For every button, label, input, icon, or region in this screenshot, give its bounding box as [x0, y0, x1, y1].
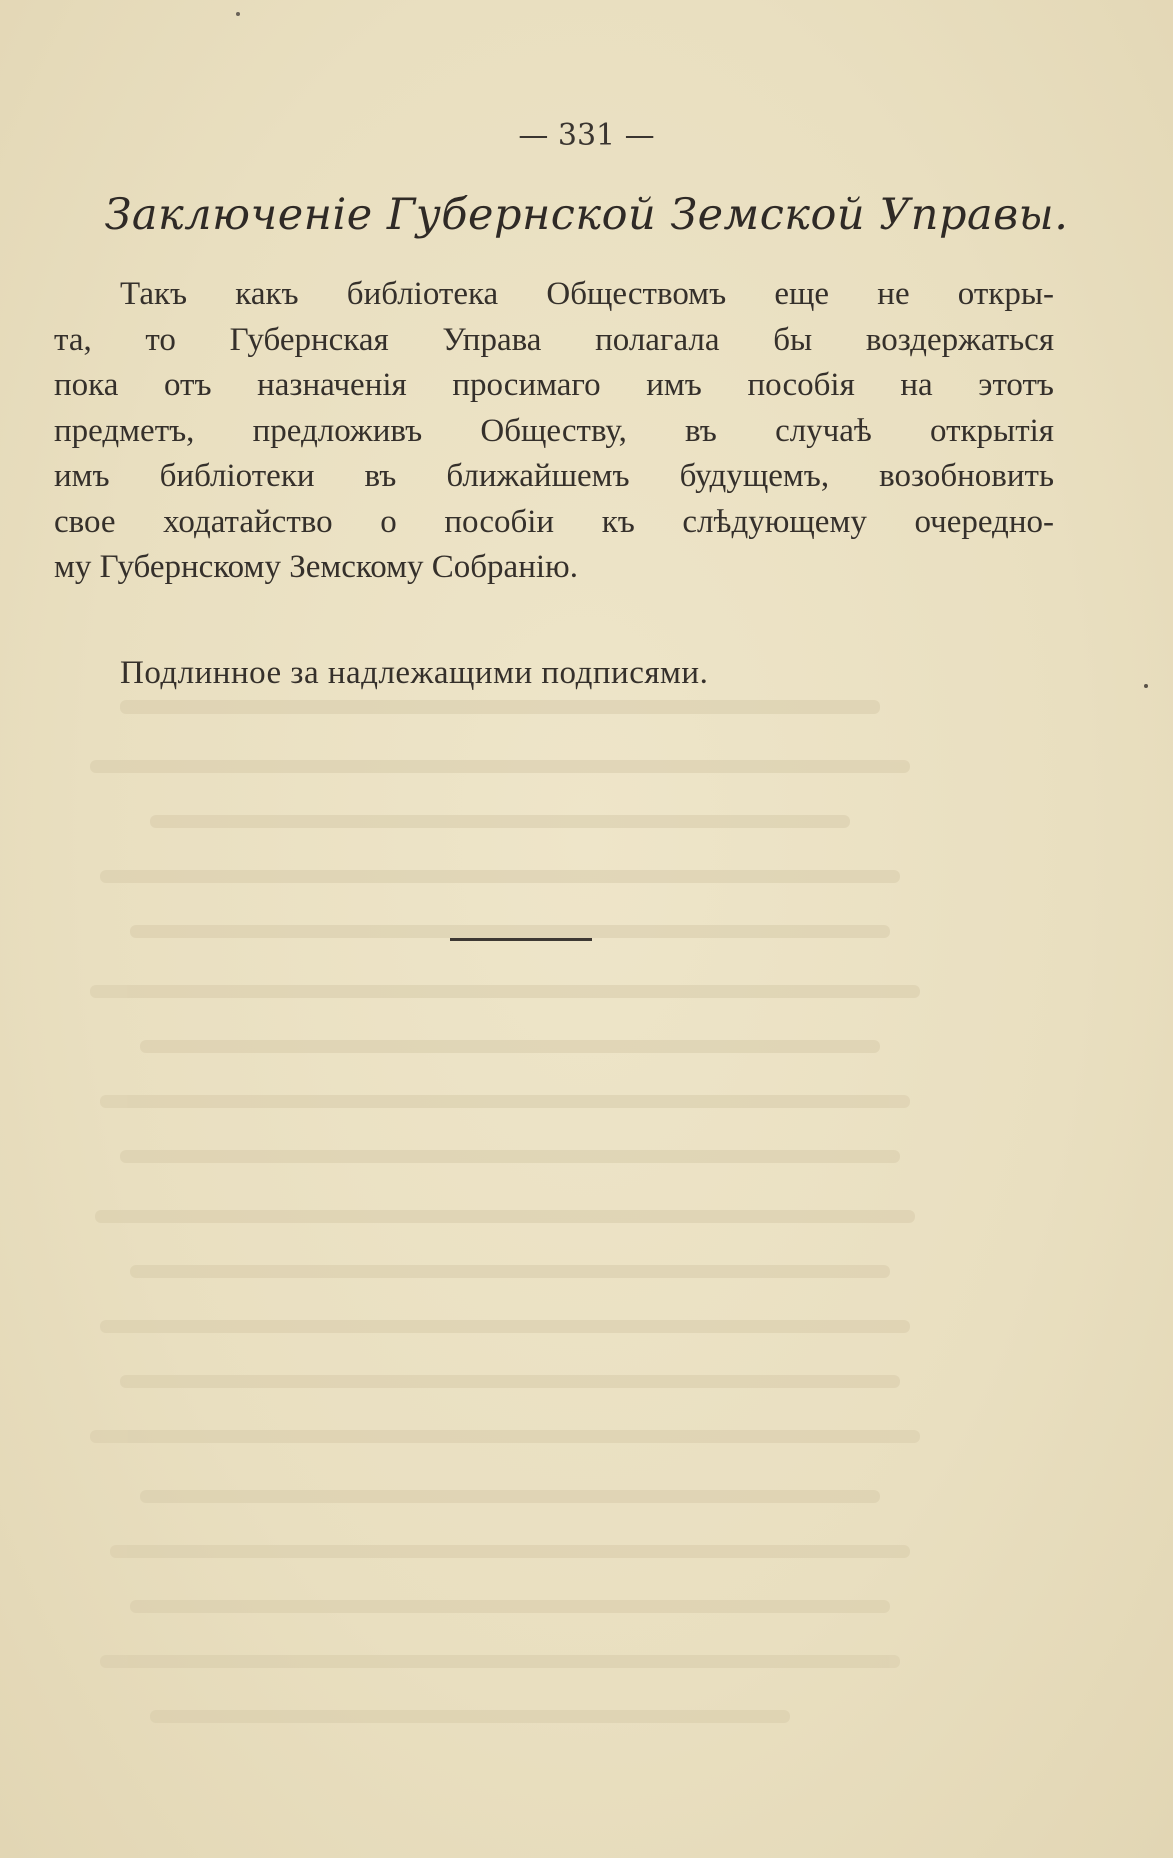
- paragraph-line: му Губернскому Земскому Собранію.: [54, 549, 578, 585]
- paragraph-line: свое ходатайство о пособіи къ слѣдующему очередно-: [54, 503, 1054, 540]
- body-paragraph: [54, 272, 1054, 591]
- section-divider: [450, 938, 592, 941]
- paragraph-line: предметъ, предложивъ Обществу, въ случаѣ открытія: [54, 412, 1054, 449]
- paragraph-line: пока отъ назначенія просимаго имъ пособія на этотъ: [54, 367, 1054, 403]
- paragraph-line: Такъ какъ библіотека Обществомъ еще не откры-: [120, 276, 1054, 312]
- paragraph-line: та, то Губернская Управа полагала бы воздержаться: [54, 321, 1054, 358]
- signature-note: Подлинное за надлежащими подписями.: [120, 655, 709, 691]
- section-heading: Заключеніе Губернской Земской Управы.: [104, 190, 1069, 240]
- paragraph-line: имъ библіотеки въ ближайшемъ будущемъ, возобновить: [54, 458, 1054, 494]
- page-number: — 331 —: [518, 118, 655, 153]
